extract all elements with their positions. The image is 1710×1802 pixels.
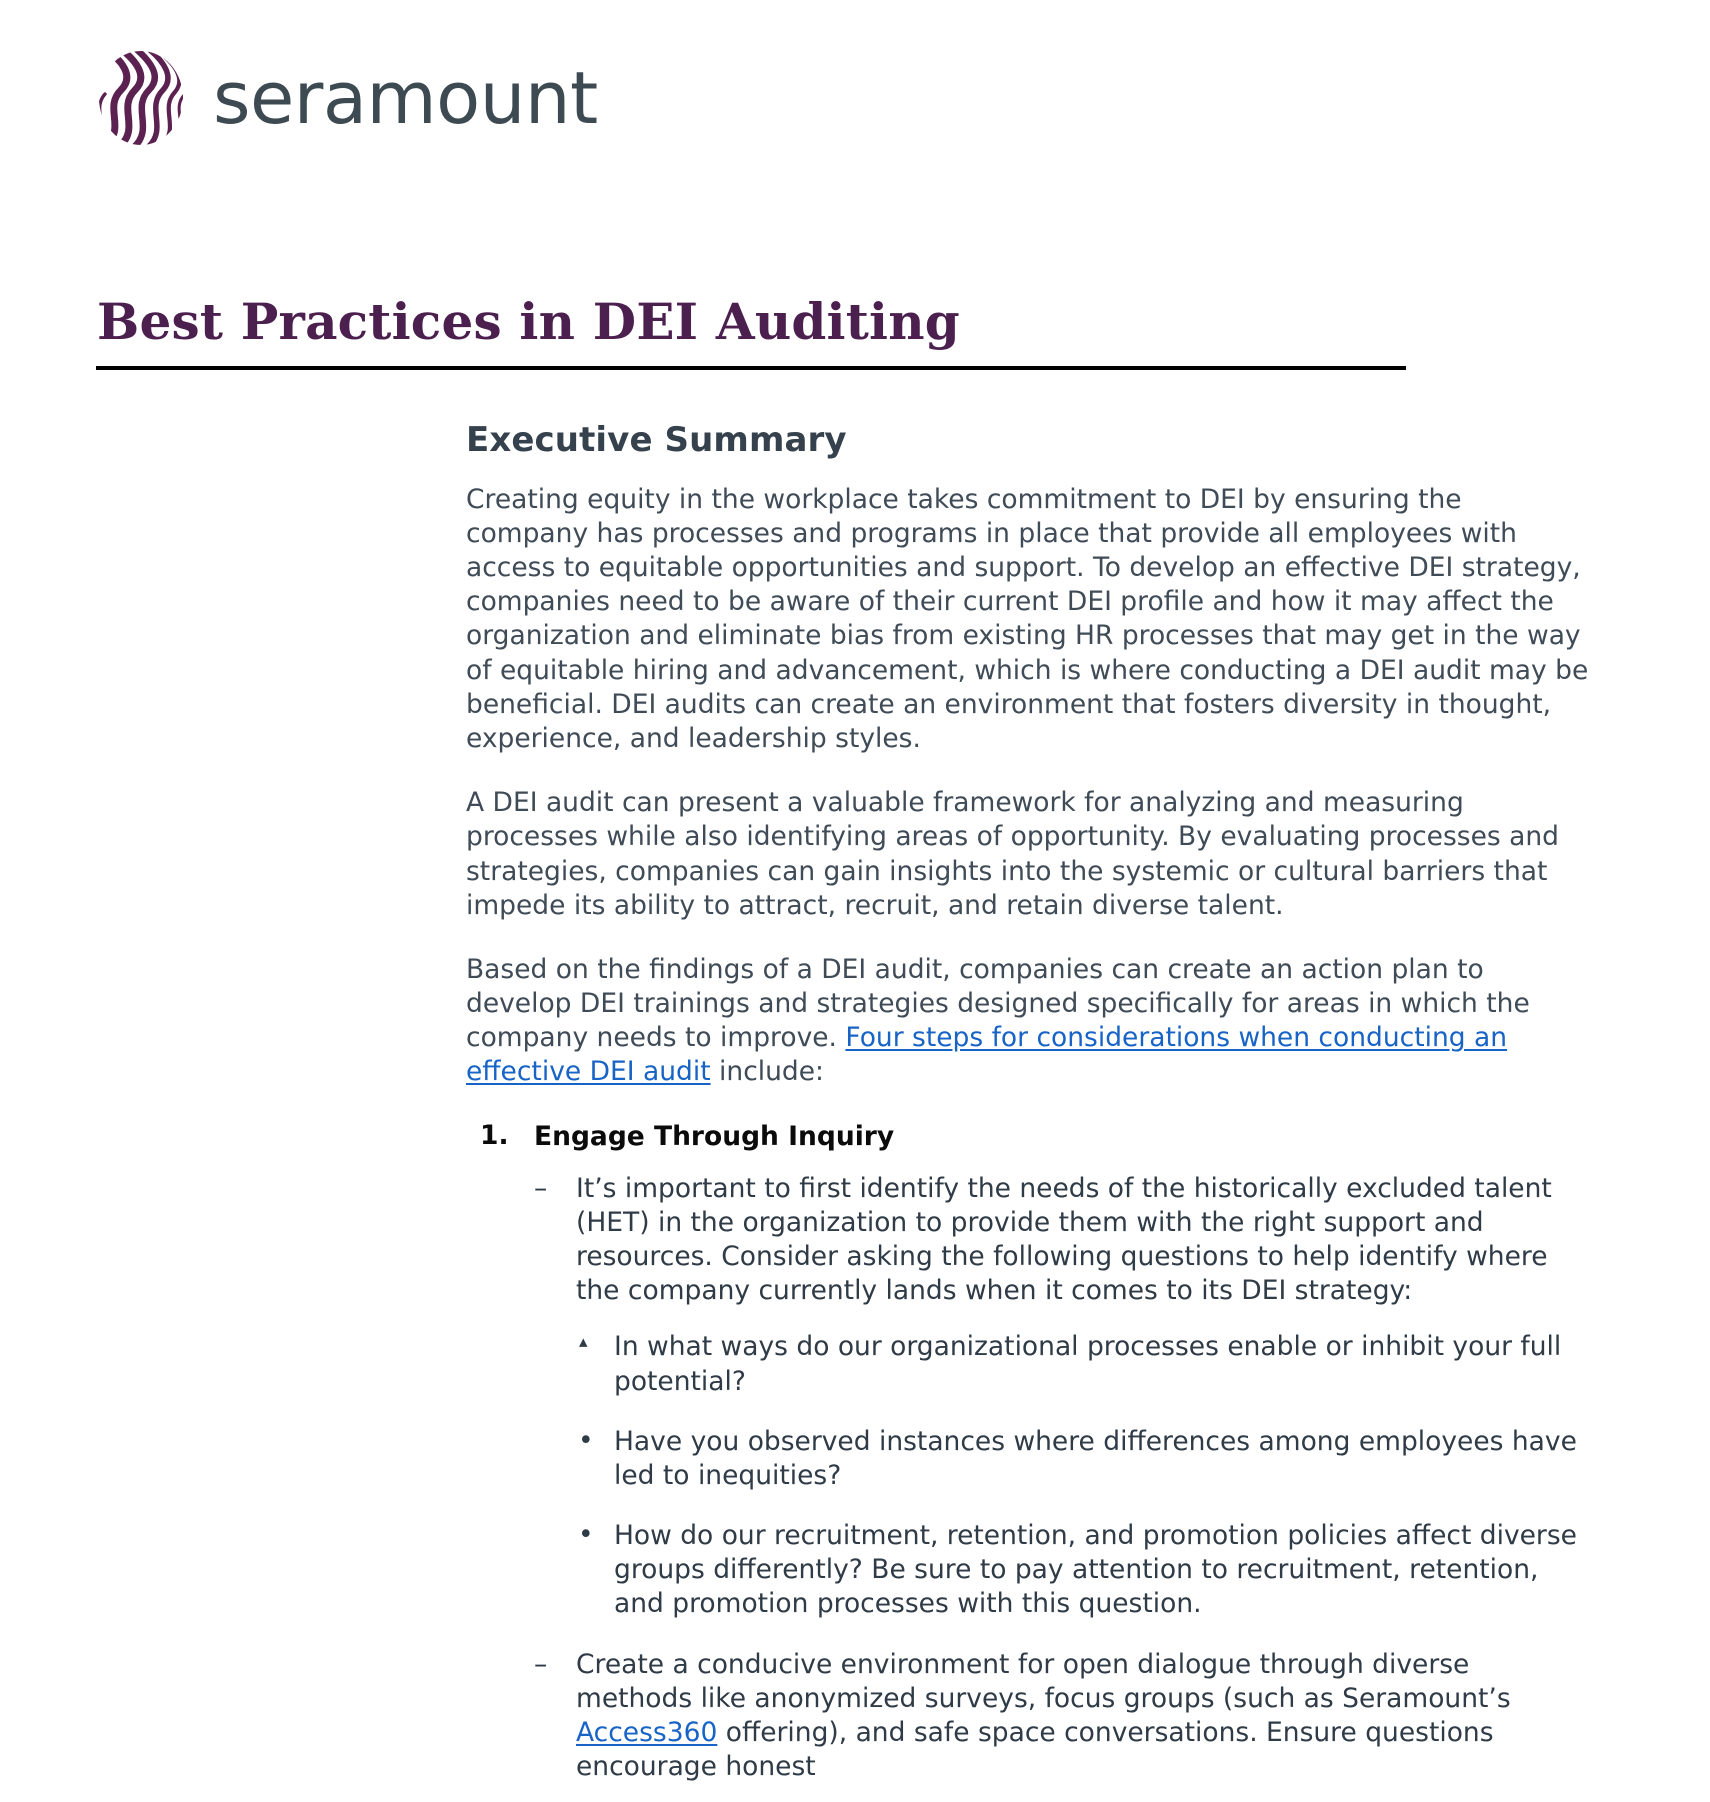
page-title: Best Practices in DEI Auditing xyxy=(97,291,960,351)
sub-list-item-2-text xyxy=(576,1648,1591,1785)
question-item-2-text: Have you observed instances where differences among employees have led to inequities? xyxy=(614,1425,1577,1491)
sub-list-item-2-text-before-link: Create a conducive environment for open dialogue through diverse methods like anonymized surveys, focus groups (such as Seramount’s xyxy=(576,1648,1511,1714)
brand-wordmark: seramount xyxy=(213,56,598,140)
round-bullet-icon: • xyxy=(578,1519,594,1551)
section-heading-executive-summary: Executive Summary xyxy=(466,420,847,460)
four-steps-link[interactable]: Four steps for considerations when conducting an effective DEI audit xyxy=(466,1022,1508,1088)
paragraph-2: A DEI audit can present a valuable framework for analyzing and measuring processes while also identifying areas of opportunity. By evaluating processes and strategies, companies can gain insights into the systemic or cultural barriers that impede its ability to attract, recruit, and retain diverse talent. xyxy=(466,787,1559,921)
numbered-list xyxy=(466,1120,1591,1785)
paragraph-3 xyxy=(466,953,1591,1090)
sub-list-item-1 xyxy=(534,1172,1591,1622)
dash-bullet-icon: – xyxy=(534,1172,548,1204)
question-item-1-text: In what ways do our organizational processes enable or inhibit your full potential? xyxy=(614,1331,1562,1397)
sub-list-item-1-text: It’s important to first identify the needs of the historically excluded talent (HET) in the organization to provide them with the right support and resources. Consider asking the following questions to help identify where the company currently lands when it comes to its DEI strategy: xyxy=(576,1172,1552,1307)
question-item-1 xyxy=(576,1330,1591,1398)
document-body xyxy=(466,420,1591,1802)
paragraph-3-text-before-link: Based on the findings of a DEI audit, companies can create an action plan to develop DEI trainings and strategies designed specifically for areas in which the company needs to improve. xyxy=(466,953,1530,1054)
sub-list-item-2-text-after-link: offering), and safe space conversations. Ensure questions encourage honest xyxy=(576,1716,1494,1783)
question-item-2 xyxy=(576,1425,1591,1493)
paragraph-3-text-after-link: include: xyxy=(710,1056,824,1088)
title-divider xyxy=(96,366,1406,370)
sub-list-item-2 xyxy=(534,1648,1591,1785)
paragraph-1: Creating equity in the workplace takes commitment to DEI by ensuring the company has processes and programs in place that provide all employees with access to equitable opportunities and support. To develop an effective DEI strategy, companies need to be aware of their current DEI profile and how it may affect the organization and eliminate bias from existing HR processes that may get in the way of equitable hiring and advancement, which is where conducting a DEI audit may be beneficial. DEI audits can create an environment that fosters diversity in thought, experience, and leadership styles. xyxy=(466,483,1589,754)
round-bullet-icon: • xyxy=(578,1424,594,1456)
list-item-1-number: 1. xyxy=(480,1119,509,1151)
brand-logo xyxy=(95,48,598,148)
dash-bullet-icon: – xyxy=(534,1648,548,1680)
triangle-bullet-icon: ▴ xyxy=(579,1332,588,1353)
question-item-3 xyxy=(576,1519,1591,1622)
seramount-swirl-logo-icon xyxy=(95,48,187,148)
list-item-1-title: Engage Through Inquiry xyxy=(534,1120,895,1152)
question-list xyxy=(576,1330,1591,1621)
question-item-3-text: How do our recruitment, retention, and promotion policies affect diverse groups differently? Be sure to pay attention to recruitment, retention, and promotion processes with this question. xyxy=(614,1520,1577,1620)
sub-list-level-2 xyxy=(534,1172,1591,1785)
list-item-1 xyxy=(466,1120,1591,1785)
access360-link[interactable]: Access360 xyxy=(576,1716,718,1748)
